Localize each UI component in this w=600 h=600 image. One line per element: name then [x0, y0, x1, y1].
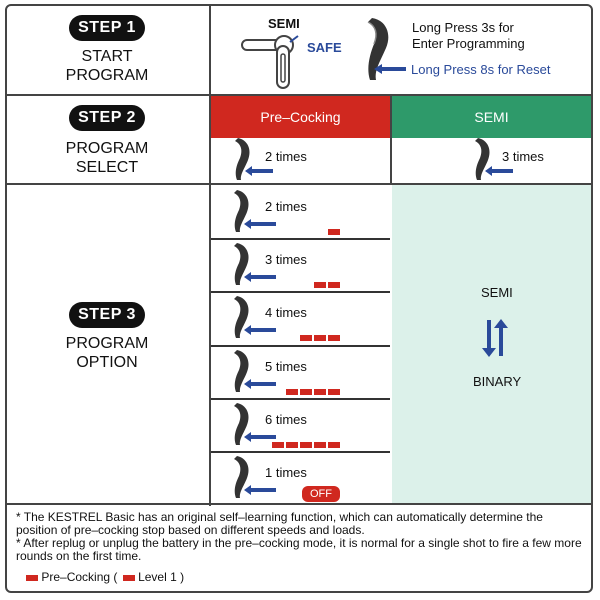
legend-precocking-label: Pre–Cocking ( — [41, 570, 118, 584]
level-indicator — [314, 389, 326, 395]
level-indicator — [300, 335, 312, 341]
step3-title-line2: OPTION — [76, 354, 138, 371]
long-press-3s-line1: Long Press 3s for — [412, 20, 514, 35]
option-arrow-icon — [243, 218, 277, 230]
option-arrow-icon — [243, 271, 277, 283]
step2-title — [17, 139, 197, 177]
level-indicator — [314, 282, 326, 288]
step1-title-line1: START — [81, 48, 133, 65]
step2-badge: STEP 2 — [69, 105, 145, 131]
option-press-count: 4 times — [265, 305, 307, 321]
precocking-press-count: 2 times — [265, 149, 307, 164]
step1-title — [17, 47, 197, 85]
option-row — [211, 399, 390, 452]
option-row — [211, 346, 390, 399]
option-row — [211, 186, 390, 239]
level-indicator — [300, 389, 312, 395]
long-press-3s-line2: Enter Programming — [412, 36, 525, 51]
level-indicator — [328, 442, 340, 448]
precocking-header: Pre–Cocking — [211, 96, 390, 138]
legend-red-swatch-2 — [123, 575, 135, 581]
step3-title — [17, 334, 197, 372]
option-press-count: 2 times — [265, 199, 307, 214]
step2-title-line1: PROGRAM — [65, 140, 149, 157]
safe-label: SAFE — [307, 40, 342, 55]
note-battery: * After replug or unplug the battery in the pre–cocking mode, it is normal for a single shot to fire a few more rounds on the first time. — [16, 536, 582, 563]
binary-option-label: BINARY — [473, 374, 522, 389]
option-row — [211, 452, 390, 505]
level-indicator — [328, 335, 340, 341]
option-arrow-icon — [243, 378, 277, 390]
step2-title-line2: SELECT — [75, 159, 139, 176]
level-indicator — [328, 389, 340, 395]
option-row — [211, 239, 390, 292]
semi-arrow-icon — [484, 165, 514, 177]
legend — [26, 570, 184, 584]
level-indicator — [272, 442, 284, 448]
option-press-count: 3 times — [265, 252, 307, 268]
level-indicator — [328, 229, 340, 235]
toggle-arrows-icon — [482, 318, 510, 358]
level-indicator — [328, 282, 340, 288]
off-badge: OFF — [302, 486, 340, 502]
level-indicator — [286, 442, 298, 448]
option-row — [211, 292, 390, 345]
semi-press-count: 3 times — [502, 149, 544, 164]
semi-header: SEMI — [392, 96, 591, 138]
option-press-count: 5 times — [265, 358, 307, 374]
note-self-learning: * The KESTREL Basic has an original self–learning function, which can automatically determine the position of pre–cocking stop based on different speeds and loads. — [16, 510, 543, 537]
option-press-count: 1 times — [265, 465, 307, 480]
precocking-arrow-icon — [244, 165, 274, 177]
long-press-3s-text — [412, 20, 525, 52]
long-press-8s-text: Long Press 8s for Reset — [411, 62, 551, 77]
semi-label: SEMI — [268, 16, 300, 31]
level-indicator — [286, 389, 298, 395]
selector-switch-icon — [240, 32, 302, 92]
level-indicator — [300, 442, 312, 448]
option-press-count: 6 times — [265, 411, 307, 427]
step1-badge: STEP 1 — [69, 15, 145, 41]
semi-option-label: SEMI — [481, 285, 513, 300]
level-indicator — [314, 442, 326, 448]
step3-title-line1: PROGRAM — [65, 335, 149, 352]
legend-level-label: Level 1 ) — [138, 570, 185, 584]
step3-badge: STEP 3 — [69, 302, 145, 328]
step1-title-line2: PROGRAM — [65, 67, 149, 84]
level-indicator — [314, 335, 326, 341]
option-arrow-icon — [243, 484, 277, 496]
option-arrow-icon — [243, 324, 277, 336]
press-arrow-icon — [372, 62, 408, 76]
legend-red-swatch — [26, 575, 38, 581]
